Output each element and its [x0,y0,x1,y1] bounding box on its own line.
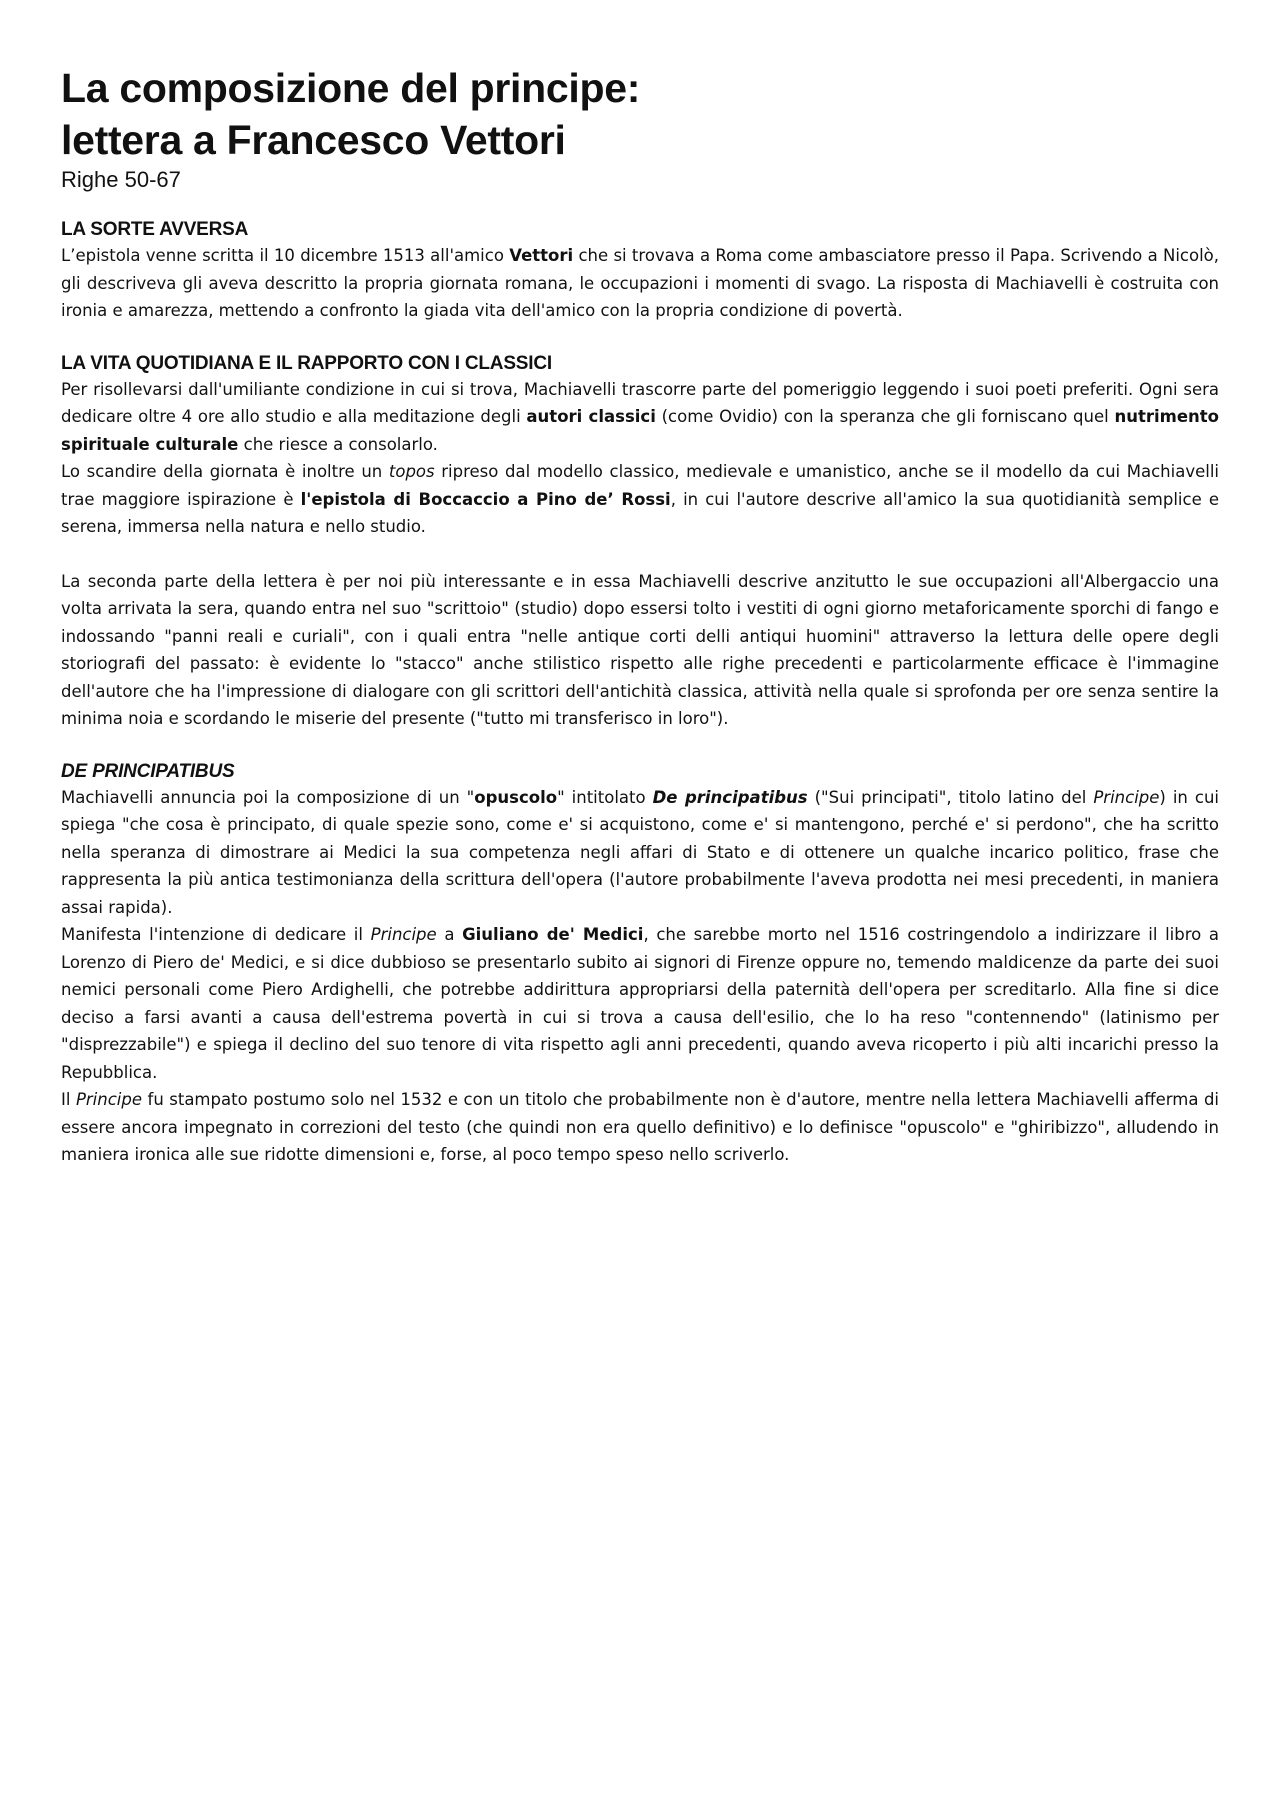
document-subtitle: Righe 50-67 [61,167,181,192]
paragraph [61,921,1219,1086]
bold-text: Giuliano de' Medici [462,925,644,944]
paragraph [61,242,1219,325]
italic-text: Principe [370,925,437,944]
paragraph [61,568,1219,733]
italic-text: Principe [75,1090,143,1109]
italic-text: Principe [1093,787,1160,807]
paragraph [61,1086,1219,1169]
section-heading: LA SORTE AVVERSA [61,219,249,240]
text-run: L’epistola venne scritta il 10 dicembre 1513 all'amico [61,246,510,265]
text-run: ("Sui principati", titolo latino del [807,787,1094,807]
paragraph [61,458,1219,541]
document-title [61,62,1219,166]
bold-text: autori classici [526,407,656,426]
bold-text: l'epistola di Boccaccio a Pino de’ Rossi [300,489,671,509]
text-run: che si trovava a Roma come ambasciatore presso il Papa. Scrivendo a Nicolò, gli descriveva gli aveva descritto la propria giornata romana, le occupazioni i momenti di svago. La risposta di Machiavelli è costruita con ironia e amarezza, mettendo a confronto la giada vita dell'amico con la propria condizione di povertà. [61,246,1219,320]
text-run: La seconda parte della lettera è per noi più interessante e in essa Machiavelli descrive anzitutto le sue occupazioni all'Albergaccio una volta arrivata la sera, quando entra nel suo "scrittoio" (studio) dopo essersi tolto i vestiti di ogni giorno metaforicamente sporchi di fango e indossando "panni reali e curiali", con i quali entra "nelle antique corti delli antiqui huomini" attraverso la lettura delle opere degli storiografi del passato: è evidente lo "stacco" anche stilistico rispetto alle righe precedenti e particolarmente efficace è l'immagine dell'autore che ha l'impressione di dialogare con gli scrittori dell'antichità classica, attività nella quale si sprofonda per ore senza sentire la minima noia e scordando le miserie del presente ("tutto mi transferisco in loro"). [61,571,1219,728]
section-sorte-avversa [61,218,1219,325]
text-run: a [436,925,463,944]
text-run: ) in cui spiega "che cosa è principato, di quale spezie sono, come e' si acquistono, come e' si mantengono, perché e' si perdono", che ha scritto nella speranza di dimostrare ai Medici la sua competenza negli affari di Stato e di ottenere un qualche incarico politico, frase che rappresenta la più antica testimonianza della scrittura dell'opera (l'autore probabilmente l'aveva prodotta nei mesi precedenti, in maniera assai rapida). [61,787,1219,917]
text-run: (come Ovidio) con la speranza che gli forniscano quel [655,407,1115,426]
section-vita-quotidiana [61,352,1219,733]
bold-text: Vettori [509,246,574,265]
text-run: Machiavelli annuncia poi la composizione di un " [61,787,475,807]
text-run: , in cui l'autore descrive all'amico la sua quotidianità semplice e serena, immersa nella natura e nello studio. [61,489,1219,536]
text-run: " intitolato [557,787,653,807]
text-run: che riesce a consolarlo. [238,434,438,454]
text-run: fu stampato postumo solo nel 1532 e con un titolo che probabilmente non è d'autore, mentre nella lettera Machiavelli afferma di essere ancora impegnato in correzioni del testo (che quindi non era quello definitivo) e lo definisce "opuscolo" e "ghiribizzo", alludendo in maniera ironica alle sue ridotte dimensioni e, forse, al poco tempo speso nello scriverlo. [61,1090,1220,1164]
bold-text: opuscolo [474,787,558,807]
text-run: Manifesta l'intenzione di dedicare il [61,925,371,944]
bold-italic-text: De principatibus [652,787,808,807]
title-line-1: La composizione del principe: [61,65,641,111]
text-run: Lo scandire della giornata è inoltre un [61,462,389,481]
italic-text: topos [388,462,435,481]
paragraph [61,784,1219,922]
text-run: , che sarebbe morto nel 1516 costringendolo a indirizzare il libro a Lorenzo di Piero de' Medici, e si dice dubbioso se presentarlo subito ai signori di Firenze oppure no, temendo maldicenze da parte dei suoi nemici personali come Piero Ardighelli, che potrebbe addirittura appropriarsi della paternità dell'opera per screditarlo. Alla fine si dice deciso a farsi avanti a causa dell'estrema povertà in cui si trova a causa dell'esilio, che lo ha reso "contennendo" (latinismo per "disprezzabile") e spiega il declino del suo tenore di vita rispetto agli anni precedenti, quando aveva ricoperto i più alti incarichi presso la Repubblica. [61,925,1220,1082]
text-run: Per risollevarsi dall'umiliante condizione in cui si trova, Machiavelli trascorre parte del pomeriggio leggendo i suoi poeti preferiti. Ogni sera dedicare oltre 4 ore allo studio e alla meditazione degli [61,379,1219,426]
text-run: Il [61,1090,76,1109]
section-heading: LA VITA QUOTIDIANA E IL RAPPORTO CON I CLASSICI [61,352,552,374]
text-run: ripreso dal modello classico, medievale e umanistico, anche se il modello da cui Machiavelli trae maggiore ispirazione è [61,462,1219,509]
section-heading: DE PRINCIPATIBUS [61,760,235,782]
bold-text: nutrimento spirituale culturale [61,407,1219,454]
document-page [61,62,1219,1196]
section-de-principatibus [61,760,1219,1169]
paragraph [61,376,1219,459]
title-line-2: lettera a Francesco Vettori [61,117,566,163]
